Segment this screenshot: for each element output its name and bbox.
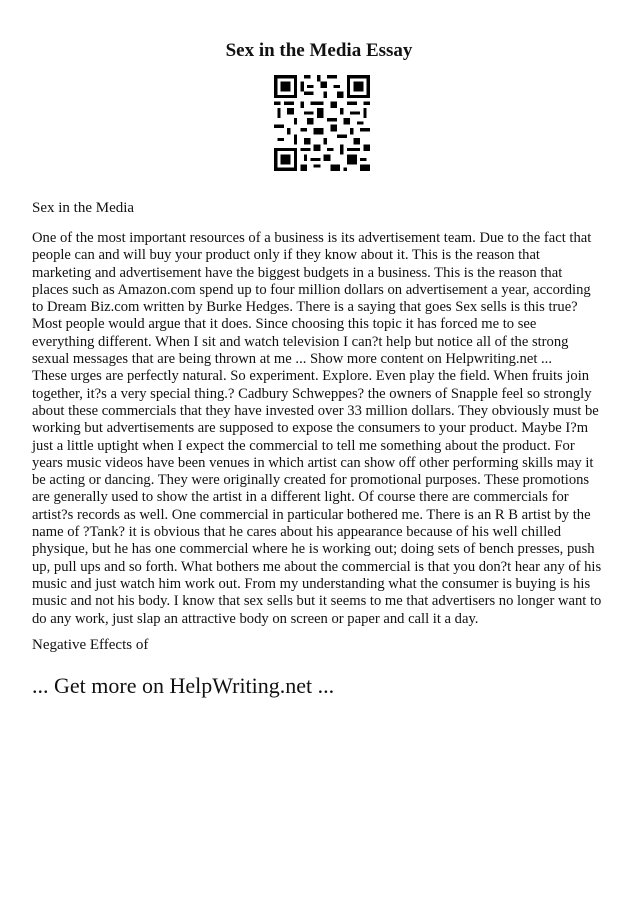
get-more-link[interactable]: ... Get more on HelpWriting.net ...	[32, 673, 335, 698]
section-heading: Negative Effects of	[32, 637, 149, 653]
document-title: Sex in the Media Essay	[225, 40, 413, 61]
paragraph-1: One of the most important resources of a business is its advertisement team. Due to the fact that people can and will buy your product only if they know about it. This is the reason that marketing and advertisement have the biggest budgets in a business. This is the reason that places such as Amazon.com spend up to four million dollars on advertisement a year, according to Dream Biz.com written by Burke Hedges. There is a saying that goes Sex sells is this true? Most people would argue that it does. Since choosing this topic it has forced me to see everything different. When I sit and watch television I can?t help but notice all of the strong sexual messages that are being thrown at me ... Show more content on Helpwriting.net ...	[32, 230, 592, 368]
qr-code-icon	[274, 75, 370, 171]
essay-body	[32, 230, 602, 628]
essay-subtitle: Sex in the Media	[32, 200, 135, 216]
paragraph-2: These urges are perfectly natural. So experiment. Explore. Even play the field. When fruits join together, it?s a very special thing.? Cadbury Schweppes? the owners of Snapple feel so strongly about these commercials that they have invested over 33 million dollars. They obviously must be working but advertisements are supposed to expose the consumers to your product. Maybe I?m just a little uptight when I expect the commercial to tell me something about the product. For years music videos have been venues in which artist can show off other performing skills may it be acting or dancing. They were originally created for promotional purposes. These promotions are generally used to show the artist in a different light. Of course there are commercials for artist?s records as well. One commercial in particular bothered me. There is an R B artist by the name of ?Tank? it is obvious that he cares about his appearance because of his well chilled physique, but he has one commercial where he is working out; doing sets of bench presses, push up, pull ups and so forth. What bothers me about the commercial is that you don?t hear any of his music and just watch him work out. From my understanding what the consumer is buying is his music and not his body. I know that sex sells but it seems to me that advertisers no longer want to do any work, just slap an attractive body on screen or paper and call it a day.	[32, 368, 602, 627]
